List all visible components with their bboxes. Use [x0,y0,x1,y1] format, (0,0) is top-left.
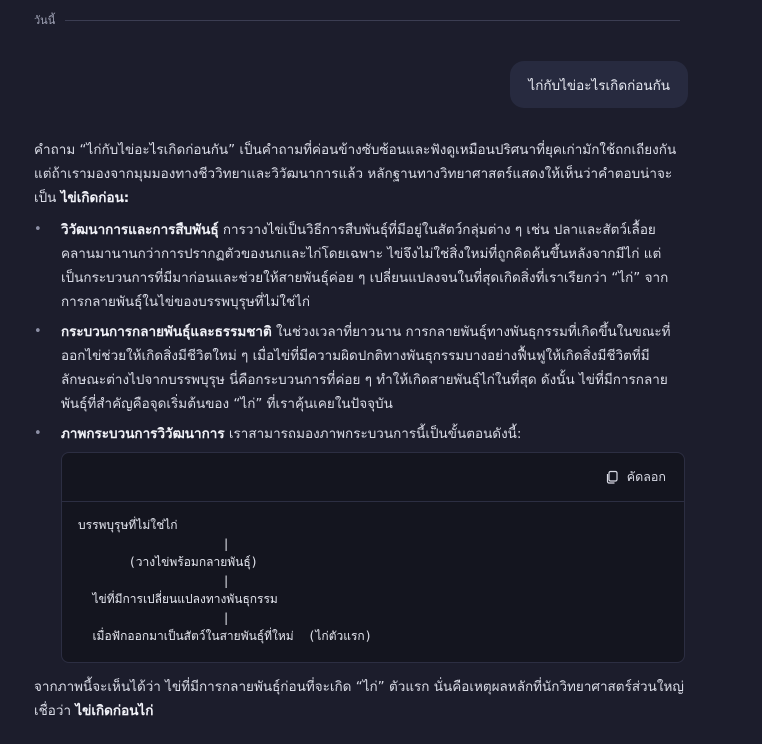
bullet-title: ภาพกระบวนการวิวัฒนาการ [61,426,225,442]
bullet-dot: • [34,426,42,441]
copy-label: คัดลอก [626,469,666,484]
bullet-title: กระบวนการกลายพันธุ์และธรรมชาติ [61,324,272,340]
code-block-header [62,453,684,502]
bullet-dot: • [34,222,42,237]
code-content: บรรพบุรุษที่ไม่ใช่ไก่ | (วางไข่พร้อมกลายพันธุ์) | ไข่ที่มีการเปลี่ยนแปลงทางพันธุกรรม | เมื่อฟักออกมาเป็นสัตว์ในสายพันธุ์ที่ใหม่ (ไก่ตัวแรก) [78,518,372,643]
answer-bullet-list [34,218,684,446]
code-block [61,452,685,663]
user-message-text: ไก่กับไข่อะไรเกิดก่อนกัน [528,77,670,94]
answer-intro [34,138,684,210]
assistant-response [34,138,684,723]
bullet-item-evolution [34,218,684,314]
user-message-bubble [510,61,688,108]
bullet-item-mutation [34,320,684,416]
bullet-item-process [34,422,684,446]
conclusion-text: จากภาพนี้จะเห็นได้ว่า ไข่ที่มีการกลายพันธุ์ก่อนที่จะเกิด “ไก่” ตัวแรก นั่นคือเหตุผลหลักที่นักวิทยาศาสตร์ส่วนใหญ่เชื่อว่า [34,678,684,719]
bullet-text: ในช่วงเวลาที่ยาวนาน การกลายพันธุ์ทางพันธุกรรมที่เกิดขึ้นในขณะที่ออกไข่ช่วยให้เกิดสิ่งมีชีวิตใหม่ ๆ เมื่อไข่ที่มีความผิดปกติทางพันธุกรรมบางอย่างฟื้นฟูให้เกิดสิ่งมีชีวิตที่มีลักษณะต่างไปจากบรรพบุรุษ นี่คือกระบวนการที่ค่อย ๆ ทำให้เกิดสายพันธุ์ไก่ในที่สุด ดังนั้น ไข่ที่มีการกลายพันธุ์ที่สำคัญคือจุดเริ่มต้นของ “ไก่” ที่เราคุ้นเคยในปัจจุบัน [61,324,671,412]
bullet-text: เราสามารถมองภาพกระบวนการนี้เป็นขั้นตอนดังนี้: [224,426,522,442]
date-label: วันนี้ [34,14,56,27]
date-divider [34,10,680,30]
intro-text: คำถาม “ไก่กับไข่อะไรเกิดก่อนกัน” เป็นคำถามที่ค่อนข้างซับซ้อนและฟังดูเหมือนปริศนาที่ยุคเก่ามักใช้ถกเถียงกัน แต่ถ้าเรามองจากมุมมองทางชีววิทยาและวิวัฒนาการแล้ว หลักฐานทางวิทยาศาสตร์แสดงให้เห็นว่าคำตอบน่าจะเป็น [34,142,677,206]
intro-bold: ไข่เกิดก่อน: [60,190,130,206]
conclusion-bold: ไข่เกิดก่อนไก่ [75,702,154,719]
answer-conclusion [34,675,684,723]
copy-button[interactable] [605,465,666,489]
bullet-title: วิวัฒนาการและการสืบพันธุ์ [61,222,219,238]
copy-icon [605,470,619,484]
bullet-text: การวางไข่เป็นวิธีการสืบพันธุ์ที่มีอยู่ในสัตว์กลุ่มต่าง ๆ เช่น ปลาและสัตว์เลื้อยคลานมานานกว่าการปรากฏตัวของนกและไก่โดยเฉพาะ ไข่จึงไม่ใช่สิ่งใหม่ที่ถูกคิดค้นขึ้นหลังจากมีไก่ แต่เป็นกระบวนการที่มีมาก่อนและช่วยให้สายพันธุ์ค่อย ๆ เปลี่ยนแปลงจนในที่สุดเกิดสิ่งที่เราเรียกว่า “ไก่” จากการกลายพันธุ์ในไข่ของบรรพบุรุษที่ไม่ใช่ไก่ [61,222,669,310]
bullet-dot: • [34,324,42,339]
divider-line [65,20,680,21]
